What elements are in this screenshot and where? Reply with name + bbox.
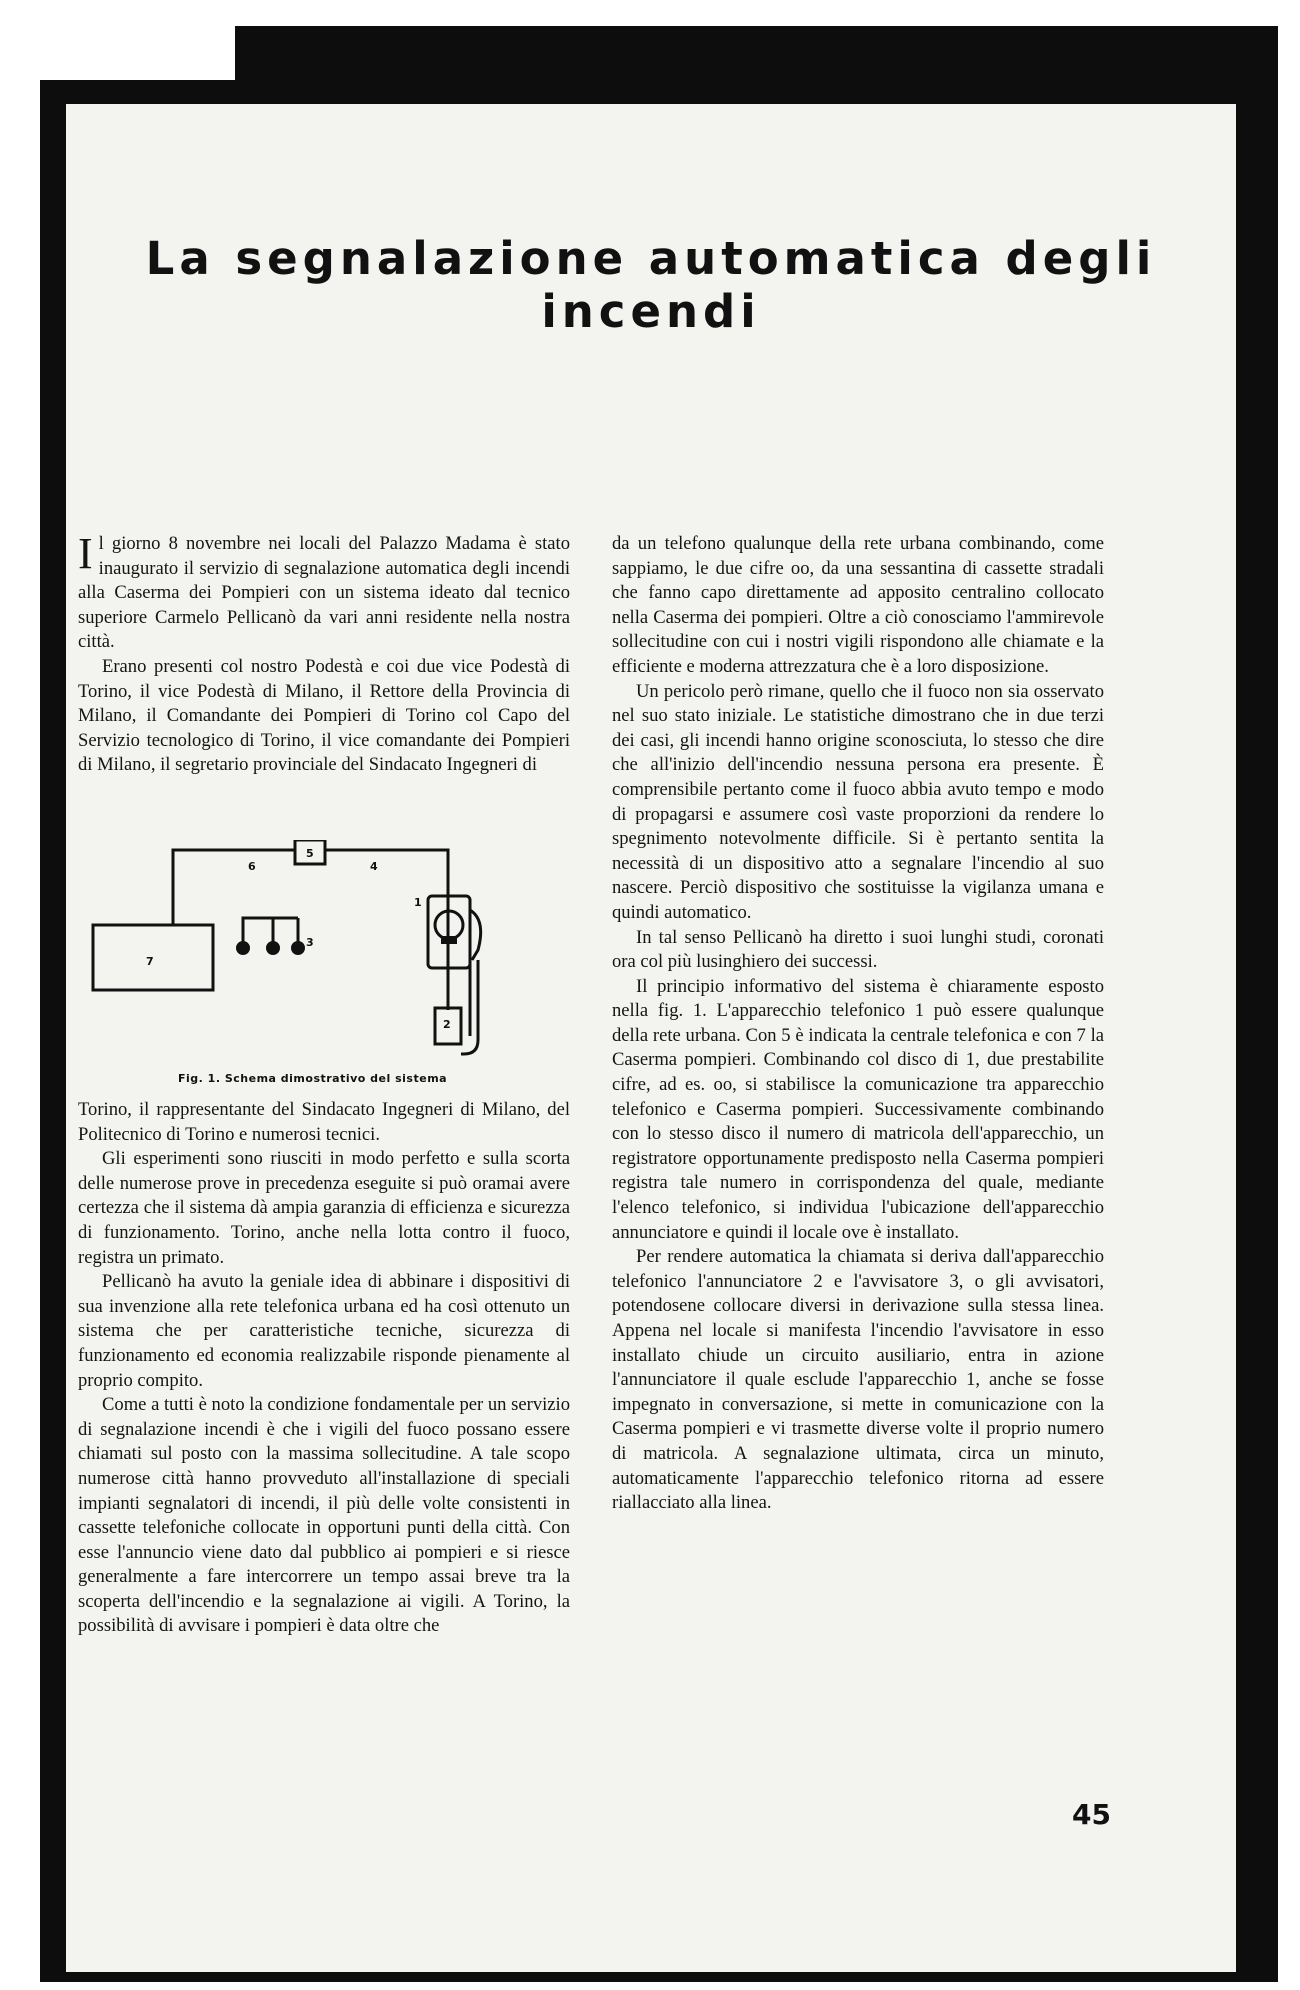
label-annunciator: 2 xyxy=(443,1018,451,1031)
figure-1 xyxy=(88,840,558,1090)
buzzer-3 xyxy=(236,941,250,955)
drop-cap: I xyxy=(78,529,93,578)
left-column-top xyxy=(78,529,570,778)
label-line-left: 6 xyxy=(248,860,256,873)
system-schematic xyxy=(88,840,558,1070)
magazine-page xyxy=(66,104,1236,1972)
paragraph: In tal senso Pellicanò ha diretto i suoi lunghi studi, coronati ora col più lusinghiero dei successi. xyxy=(612,926,1104,973)
line-segment-4 xyxy=(325,850,448,1010)
paragraph: Un pericolo però rimane, quello che il fuoco non sia osservato nel suo stato iniziale. Le statistiche dimostrano che in due terzi dei casi, gli incendi hanno origine sconosciuta, lo stesso che dire che all'inizio dell'incendio nessuna persona era presente. È comprensibile pertanto come il fuoco abbia avuto tempo e modo di propagarsi e assumere così vaste proporzioni da rendere lo spegnimento notevolmente difficile. Si è pertanto sentita la necessità di un dispositivo atto a segnalare l'incendio al suo nascere. Perciò dispositivo che sostituisse la vigilanza umana e quindi automatico. xyxy=(612,680,1104,923)
buzzer-3 xyxy=(291,941,305,955)
label-exchange: 5 xyxy=(306,847,314,860)
line-segment-6 xyxy=(173,850,295,925)
paragraph: Come a tutti è noto la condizione fondamentale per un servizio di segnalazione incendi è che i vigili del fuoco possano essere chiamati sul posto con la massima sollecitudine. A tale scopo numerose città hanno provveduto all'installazione di speciali impianti segnalatori di incendi, il più delle volte consistenti in cassette telefoniche collocate in opportuni punti della città. Con esse l'annuncio viene dato dal pubblico ai pompieri e si riesce generalmente a fare intercorrere un tempo assai breve tra la scoperta dell'incendio e la segnalazione ai vigili. A Torino, la possibilità di avvisare i pompieri è data oltre che xyxy=(78,1394,570,1637)
right-column xyxy=(612,532,1104,1516)
label-barracks: 7 xyxy=(146,955,154,968)
buzzer-3 xyxy=(266,941,280,955)
paragraph-text: l giorno 8 novembre nei locali del Palazzo Madama è stato inaugurato il servizio di segnalazione automatica degli incendi alla Caserma dei Pompieri con un sistema ideato dal tecnico superiore Carmelo Pellicanò da vari anni residente nella nostra città. xyxy=(78,533,570,653)
paragraph: Torino, il rappresentante del Sindacato Ingegneri di Milano, del Politecnico di Torino e numerosi tecnici. xyxy=(78,1099,570,1145)
paragraph: Il principio informativo del sistema è chiaramente esposto nella fig. 1. L'apparecchio telefonico 1 può essere qualunque della rete urbana. Con 5 è indicata la centrale telefonica e con 7 la Caserma pompieri. Combinando col disco di 1, due prestabilite cifre, ad es. oo, si stabilisce la comunicazione tra apparecchio telefonico e Caserma pompieri. Successivamente combinando con lo stesso disco il numero di matricola dell'apparecchio, un registratore opportunamente predisposto nella Caserma pompieri registra tale numero in corrispondenza del quale, mediante l'elenco telefonico, si individua l'ubicazione dell'apparecchio annunciatore e quindi il locale ove è installato. xyxy=(612,975,1104,1243)
page-number: 45 xyxy=(1072,1798,1111,1831)
paragraph xyxy=(78,529,570,655)
scan-corner-margin xyxy=(0,0,235,80)
label-phone: 1 xyxy=(414,896,422,909)
paragraph: Pellicanò ha avuto la geniale idea di abbinare i dispositivi di sua invenzione alla rete telefonica urbana ed ha così ottenuto un sistema che per caratteristiche tecniche, sicurezza di funzionamento ed economia realizzabile risponde pienamente al proprio compito. xyxy=(78,1271,570,1391)
label-line-right: 4 xyxy=(370,860,378,873)
telephone-handset xyxy=(470,910,481,960)
buzzer-bus xyxy=(243,918,298,925)
left-column-bottom xyxy=(78,1098,570,1639)
figure-caption: Fig. 1. Schema dimostrativo del sistema xyxy=(178,1072,448,1085)
article-title: La segnalazione automatica degli incendi xyxy=(145,232,1157,338)
paragraph: Gli esperimenti sono riusciti in modo perfetto e sulla scorta delle numerose prove in precedenza eseguite si può oramai avere certezza che il sistema dà ampia garanzia di efficienza e sicurezza di funzionamento. Torino, anche nella lotta contro il fuoco, registra un primato. xyxy=(78,1148,570,1268)
paragraph: da un telefono qualunque della rete urbana combinando, come sappiamo, le due cifre oo, da una sessantina di cassette stradali che fanno capo direttamente ad apposito centralino collocato nella Caserma dei pompieri. Oltre a ciò conosciamo l'ammirevole sollecitudine con cui i nostri vigili rispondono alle chiamate e la efficiente e moderna attrezzatura che è a loro disposizione. xyxy=(612,533,1104,677)
telephone-base xyxy=(441,936,457,944)
paragraph: Erano presenti col nostro Podestà e coi due vice Podestà di Torino, il vice Podestà di Milano, il Rettore della Provincia di Milano, il Comandante dei Pompieri di Torino col Capo del Servizio tecnologico di Torino, il vice comandante dei Pompieri di Milano, il segretario provinciale del Sindacato Ingegneri di xyxy=(78,655,570,776)
label-buzzer: 3 xyxy=(306,936,314,949)
paragraph: Per rendere automatica la chiamata si deriva dall'apparecchio telefonico l'annunciatore 2 e l'avvisatore 3, o gli avvisatori, potendosene collocare diversi in derivazione sulla stessa linea. Appena nel locale si manifesta l'incendio l'avvisatore in esso installato chiude un circuito ausiliario, entra in azione l'annunciatore il quale esclude l'apparecchio 1, anche se fosse impegnato in conversazione, si mette in comunicazione con la Caserma pompieri e vi trasmette diverse volte il proprio numero di matricola. A segnalazione ultimata, circa un minuto, automaticamente l'apparecchio telefonico ritorna ad essere riallacciato alla linea. xyxy=(612,1246,1104,1514)
